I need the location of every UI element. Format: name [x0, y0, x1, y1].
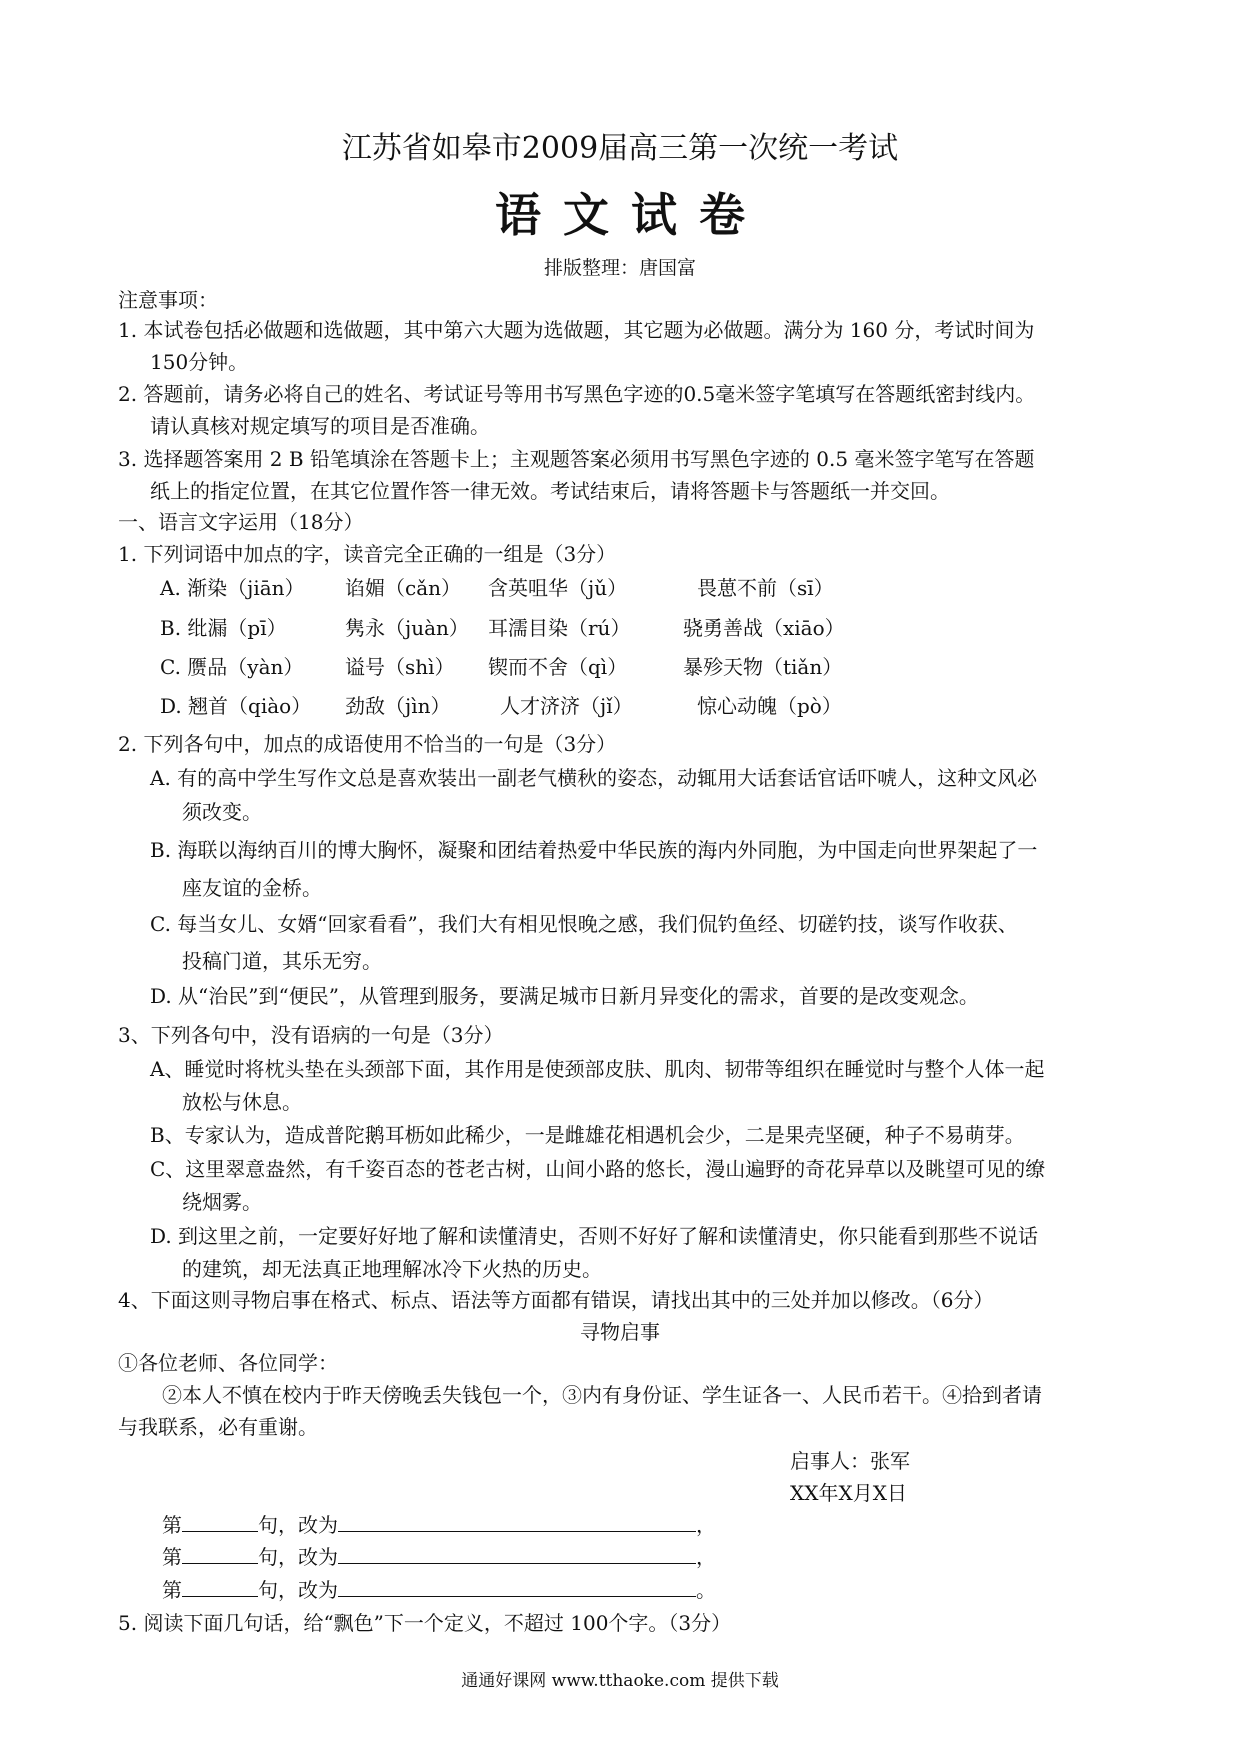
q3-option-d-line-2: 的建筑，却无法真正地理解冰冷下火热的历史。 [182, 1257, 602, 1281]
q1-option-a-2: 谄媚（cǎn） [345, 576, 462, 600]
answer-3-correction-blank[interactable] [338, 1576, 696, 1597]
q3-option-c-line-1: C、这里翠意盎然，有千姿百态的苍老古树，山间小路的悠长，漫山遍野的奇花异草以及眺望可见的缭 [150, 1157, 1046, 1181]
notice-line-3: 与我联系，必有重谢。 [118, 1415, 318, 1439]
q1-option-b-3: 耳濡目染（rú） [488, 616, 631, 640]
q1-option-b-1: B. 纰漏（pī） [160, 616, 287, 640]
q1-option-a-4: 畏葸不前（sī） [697, 576, 834, 600]
q5-stem: 5. 阅读下面几句话，给“飘色”下一个定义，不超过 100个字。（3分） [118, 1611, 732, 1635]
q3-option-a-line-2: 放松与休息。 [182, 1090, 302, 1114]
q3-option-a-line-1: A、睡觉时将枕头垫在头颈部下面，其作用是使颈部皮肤、肌肉、韧带等组织在睡觉时与整个人体一起 [150, 1057, 1045, 1081]
answer-1-sentence-blank[interactable] [182, 1511, 258, 1532]
q1-option-c-2: 谥号（shì） [345, 655, 455, 679]
q2-option-c-line-1: C. 每当女儿、女婿“回家看看”，我们大有相见恨晚之感，我们侃钓鱼经、切磋钓技，谈写作收获、 [150, 912, 1018, 936]
notice-date: XX年X月X日 [790, 1481, 907, 1505]
answer-line-2 [162, 1543, 716, 1571]
q1-option-a-1: A. 渐染（jiān） [160, 576, 305, 600]
q3-stem: 3、下列各句中，没有语病的一句是（3分） [118, 1023, 504, 1047]
answer-2-ju: 句，改为 [258, 1545, 338, 1569]
notice-line-1: ①各位老师、各位同学： [118, 1351, 338, 1375]
footer-credit: 通通好课网 www.tthaoke.com 提供下载 [461, 1671, 779, 1691]
q3-option-d-line-1: D. 到这里之前，一定要好好地了解和读懂清史，否则不好好了解和读懂清史，你只能看到那些不说话 [150, 1224, 1039, 1248]
note-1-line-2: 150分钟。 [150, 350, 249, 374]
q4-stem: 4、下面这则寻物启事在格式、标点、语法等方面都有错误，请找出其中的三处并加以修改。（6分） [118, 1288, 994, 1312]
q1-option-d-1: D. 翘首（qiào） [160, 694, 312, 718]
q2-option-a-line-1: A. 有的高中学生写作文总是喜欢装出一副老气横秋的姿态，动辄用大话套话官话吓唬人，这种文风必 [150, 766, 1038, 790]
q2-option-b-line-1: B. 海联以海纳百川的博大胸怀，凝聚和团结着热爱中华民族的海内外同胞，为中国走向世界架起了一 [150, 838, 1038, 862]
exam-title: 江苏省如皋市2009届高三第一次统一考试 [341, 131, 899, 166]
answer-2-correction-blank[interactable] [338, 1543, 696, 1564]
q1-option-d-4: 惊心动魄（pò） [697, 694, 842, 718]
notice-title: 寻物启事 [580, 1320, 660, 1344]
q1-option-b-4: 骁勇善战（xiāo） [683, 616, 845, 640]
answer-3-di: 第 [162, 1578, 182, 1602]
q2-option-d-line-1: D. 从“治民”到“便民”，从管理到服务，要满足城市日新月异变化的需求，首要的是改变观念。 [150, 984, 979, 1008]
note-2-line-2: 请认真核对规定填写的项目是否准确。 [150, 414, 490, 438]
q2-option-b-line-2: 座友谊的金桥。 [182, 876, 322, 900]
note-3-line-2: 纸上的指定位置，在其它位置作答一律无效。考试结束后，请将答题卡与答题纸一并交回。 [150, 479, 950, 503]
note-2-line-1: 2. 答题前，请务必将自己的姓名、考试证号等用书写黑色字迹的0.5毫米签字笔填写在答题纸密封线内。 [118, 382, 1036, 406]
exam-subtitle: 语文试卷 [495, 188, 767, 242]
answer-1-end: ， [696, 1513, 716, 1537]
q1-option-c-1: C. 赝品（yàn） [160, 655, 304, 679]
q3-option-c-line-2: 绕烟雾。 [182, 1190, 262, 1214]
q1-option-a-3: 含英咀华（jǔ） [488, 576, 628, 600]
q1-option-d-3: 人才济济（jǐ） [500, 694, 633, 718]
q2-option-a-line-2: 须改变。 [182, 800, 262, 824]
notice-line-2: ②本人不慎在校内于昨天傍晚丢失钱包一个，③内有身份证、学生证各一、人民币若干。④拾到者请 [162, 1383, 1042, 1407]
editor-credit: 排版整理：唐国富 [543, 257, 696, 279]
answer-2-sentence-blank[interactable] [182, 1543, 258, 1564]
answer-3-sentence-blank[interactable] [182, 1576, 258, 1597]
answer-line-1 [162, 1511, 716, 1539]
q2-option-c-line-2: 投稿门道，其乐无穷。 [182, 949, 382, 973]
q1-option-c-3: 锲而不舍（qì） [488, 655, 628, 679]
q1-option-b-2: 隽永（juàn） [345, 616, 469, 640]
q3-option-b-line-1: B、专家认为，造成普陀鹅耳枥如此稀少，一是雌雄花相遇机会少，二是果壳坚硬，种子不易萌芽。 [150, 1123, 1025, 1147]
q2-stem: 2. 下列各句中，加点的成语使用不恰当的一句是（3分） [118, 732, 617, 756]
q1-option-d-2: 劲敌（jìn） [345, 694, 451, 718]
q1-option-c-4: 暴殄天物（tiǎn） [683, 655, 843, 679]
answer-3-ju: 句，改为 [258, 1578, 338, 1602]
answer-1-ju: 句，改为 [258, 1513, 338, 1537]
note-1-line-1: 1. 本试卷包括必做题和选做题，其中第六大题为选做题，其它题为必做题。满分为 160 分，考试时间为 [118, 318, 1035, 342]
q1-stem: 1. 下列词语中加点的字，读音完全正确的一组是（3分） [118, 542, 617, 566]
answer-line-3 [162, 1576, 716, 1604]
answer-1-di: 第 [162, 1513, 182, 1537]
answer-2-di: 第 [162, 1545, 182, 1569]
notice-signature: 启事人：张军 [790, 1449, 910, 1473]
notes-heading: 注意事项： [118, 288, 218, 312]
note-3-line-1: 3. 选择题答案用 2 B 铅笔填涂在答题卡上；主观题答案必须用书写黑色字迹的 0.5 毫米签字笔写在答题 [118, 447, 1035, 471]
section-1-heading: 一、语言文字运用（18分） [118, 510, 364, 534]
answer-3-end: 。 [696, 1578, 716, 1602]
answer-1-correction-blank[interactable] [338, 1511, 696, 1532]
answer-2-end: ， [696, 1545, 716, 1569]
